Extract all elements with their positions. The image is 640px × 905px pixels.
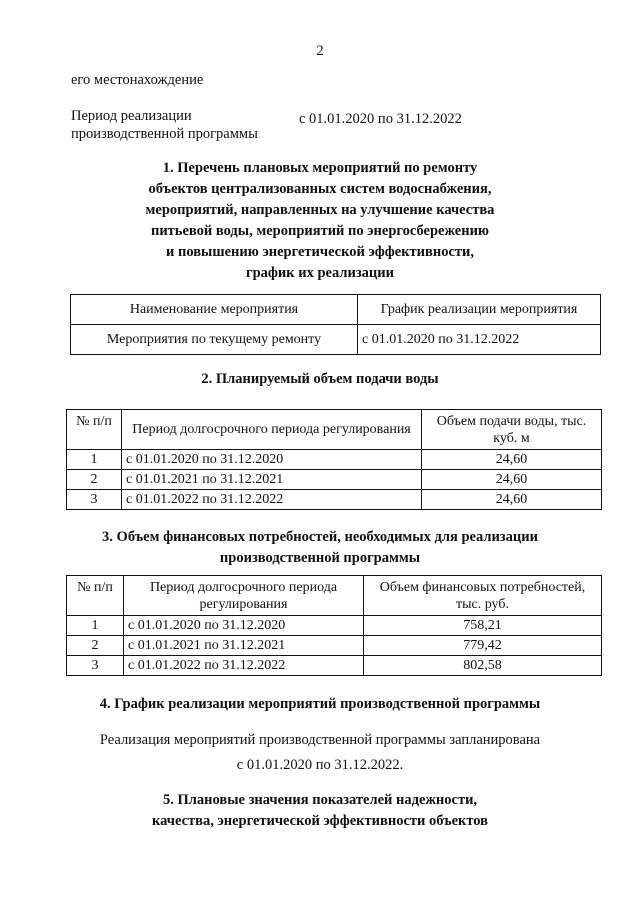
section4-text-line2: с 01.01.2020 по 31.12.2022. xyxy=(236,757,404,773)
table-row xyxy=(67,490,602,510)
table-row xyxy=(67,656,602,676)
section1-title-line: мероприятий, направленных на улучшение качества xyxy=(145,202,495,218)
section1-title-line: и повышению энергетической эффективности, xyxy=(166,244,474,260)
table-cell: 24,60 xyxy=(422,470,602,490)
table-header-cell: Период долгосрочного периода регулирования xyxy=(122,410,422,450)
table-header-cell: № п/п xyxy=(67,410,122,450)
section4-text-line1: Реализация мероприятий производственной программы запланирована xyxy=(99,732,541,748)
table-cell: с 01.01.2020 по 31.12.2020 xyxy=(124,616,364,636)
table-cell: 802,58 xyxy=(364,656,602,676)
table-cell: 24,60 xyxy=(422,450,602,470)
table-header-row xyxy=(71,295,601,325)
section1-title xyxy=(0,158,640,284)
table-row xyxy=(67,616,602,636)
section1-title-line: питьевой воды, мероприятий по энергосбережению xyxy=(150,223,490,239)
section1-title-line: график их реализации xyxy=(245,265,394,281)
section1-title-line: 1. Перечень плановых мероприятий по ремонту xyxy=(162,160,478,176)
table-cell: 2 xyxy=(67,636,124,656)
section5-title-line: качества, энергетической эффективности объектов xyxy=(151,813,489,829)
section3-title-line: производственной программы xyxy=(219,550,421,566)
table-cell: с 01.01.2022 по 31.12.2022 xyxy=(122,490,422,510)
table-cell: с 01.01.2020 по 31.12.2022 xyxy=(358,325,601,355)
section2-table xyxy=(66,409,602,510)
table-header-row xyxy=(67,576,602,616)
table-cell: 758,21 xyxy=(364,616,602,636)
table-header-cell: Объем финансовых потребностей, тыс. руб. xyxy=(364,576,602,616)
table-header-cell: Период долгосрочного периода регулирования xyxy=(124,576,364,616)
section5-title-line: 5. Плановые значения показателей надежности, xyxy=(162,792,478,808)
table-cell: 3 xyxy=(67,656,124,676)
section1-title-line: объектов централизованных систем водоснабжения, xyxy=(148,181,492,197)
table-cell: с 01.01.2022 по 31.12.2022 xyxy=(124,656,364,676)
section3-table xyxy=(66,575,602,676)
period-label-line1: Период реализации xyxy=(71,108,192,124)
period-label-line2: производственной программы xyxy=(71,126,258,142)
table-header-row xyxy=(67,410,602,450)
section2-title: 2. Планируемый объем подачи воды xyxy=(201,371,439,387)
section4-title: 4. График реализации мероприятий производственной программы xyxy=(99,696,541,712)
table-cell: с 01.01.2021 по 31.12.2021 xyxy=(122,470,422,490)
table-header-cell: Объем подачи воды, тыс. куб. м xyxy=(422,410,602,450)
table-cell: 1 xyxy=(67,450,122,470)
section1-table xyxy=(70,294,601,355)
table-cell: 24,60 xyxy=(422,490,602,510)
table-cell: с 01.01.2020 по 31.12.2020 xyxy=(122,450,422,470)
table-row xyxy=(71,325,601,355)
page-number: 2 xyxy=(316,43,324,59)
table-cell: 3 xyxy=(67,490,122,510)
table-cell: 779,42 xyxy=(364,636,602,656)
period-value: с 01.01.2020 по 31.12.2022 xyxy=(299,111,462,127)
table-cell: 2 xyxy=(67,470,122,490)
table-header-cell: График реализации мероприятия xyxy=(358,295,601,325)
period-label xyxy=(71,107,258,143)
table-row xyxy=(67,450,602,470)
table-row xyxy=(67,470,602,490)
table-header-cell: № п/п xyxy=(67,576,124,616)
table-cell: Мероприятия по текущему ремонту xyxy=(71,325,358,355)
section5-title xyxy=(0,790,640,832)
table-header-cell: Наименование мероприятия xyxy=(71,295,358,325)
table-cell: 1 xyxy=(67,616,124,636)
section3-title xyxy=(0,527,640,569)
table-cell: с 01.01.2021 по 31.12.2021 xyxy=(124,636,364,656)
section3-title-line: 3. Объем финансовых потребностей, необходимых для реализации xyxy=(102,529,538,545)
table-row xyxy=(67,636,602,656)
location-line: его местонахождение xyxy=(71,72,204,88)
